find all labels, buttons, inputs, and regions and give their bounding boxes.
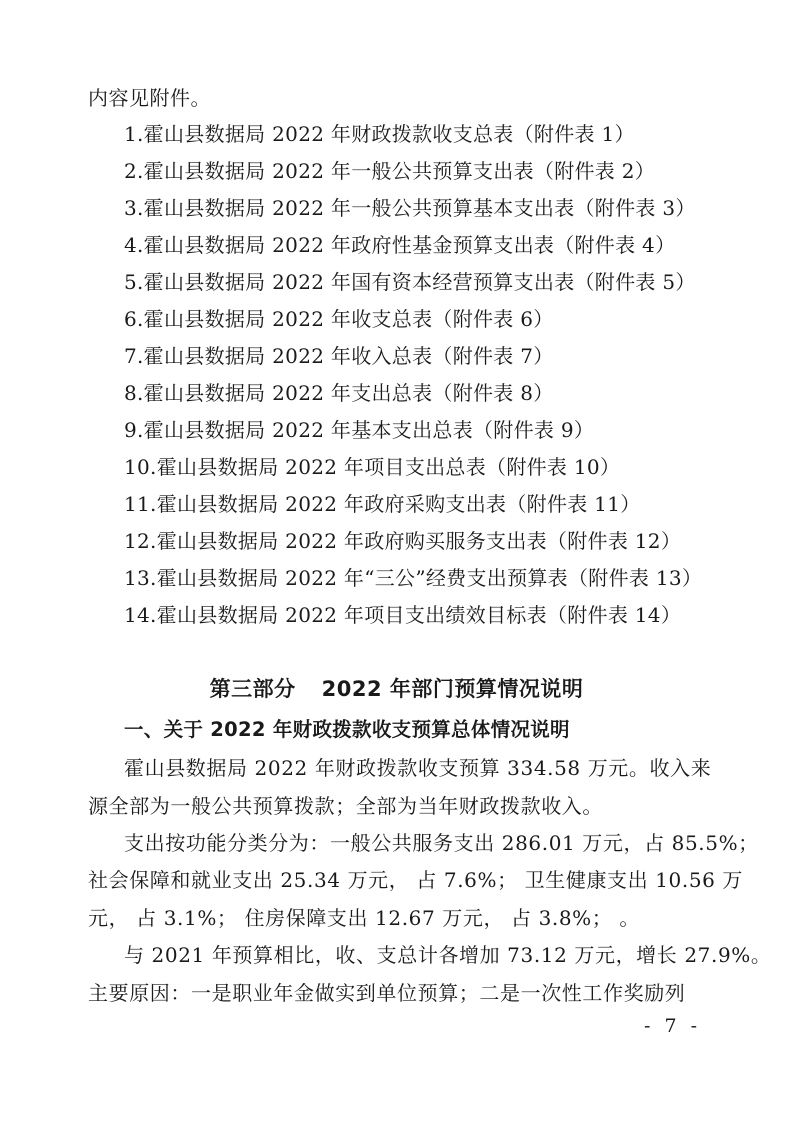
page-number: - 7 - — [643, 1015, 701, 1037]
list-item: 4.霍山县数据局 2022 年政府性基金预算支出表（附件表 4） — [124, 233, 676, 257]
list-item: 11.霍山县数据局 2022 年政府采购支出表（附件表 11） — [124, 492, 641, 516]
list-item: 6.霍山县数据局 2022 年收支总表（附件表 6） — [124, 307, 554, 331]
list-item: 8.霍山县数据局 2022 年支出总表（附件表 8） — [124, 381, 554, 405]
paragraph-line: 霍山县数据局 2022 年财政拨款收支预算 334.58 万元。收入来 — [124, 756, 712, 780]
list-item: 9.霍山县数据局 2022 年基本支出总表（附件表 9） — [124, 418, 595, 442]
list-item: 5.霍山县数据局 2022 年国有资本经营预算支出表（附件表 5） — [124, 270, 696, 294]
section-title-text: 2022 年部门预算情况说明 — [321, 677, 584, 701]
list-item: 10.霍山县数据局 2022 年项目支出总表（附件表 10） — [124, 455, 621, 479]
paragraph-line: 支出按功能分类分为：一般公共服务支出 286.01 万元，占 85.5%； — [124, 831, 759, 855]
list-item: 14.霍山县数据局 2022 年项目支出绩效目标表（附件表 14） — [124, 603, 682, 627]
list-item: 1.霍山县数据局 2022 年财政拨款收支总表（附件表 1） — [124, 122, 635, 146]
subheading: 一、关于 2022 年财政拨款收支预算总体情况说明 — [124, 718, 570, 741]
paragraph-line: 社会保障和就业支出 25.34 万元， 占 7.6%； 卫生健康支出 10.56 万 — [88, 868, 744, 892]
section-title — [0, 675, 793, 703]
paragraph-line: 源全部为一般公共预算拨款；全部为当年财政拨款收入。 — [88, 794, 603, 818]
list-item: 7.霍山县数据局 2022 年收入总表（附件表 7） — [124, 344, 554, 368]
section-part-label: 第三部分 — [209, 677, 296, 701]
list-item: 13.霍山县数据局 2022 年“三公”经费支出预算表（附件表 13） — [124, 566, 703, 590]
list-item: 2.霍山县数据局 2022 年一般公共预算支出表（附件表 2） — [124, 159, 656, 183]
list-item: 12.霍山县数据局 2022 年政府购买服务支出表（附件表 12） — [124, 529, 682, 553]
paragraph-line: 元， 占 3.1%； 住房保障支出 12.67 万元， 占 3.8%； 。 — [88, 906, 640, 930]
paragraph-line: 与 2021 年预算相比，收、支总计各增加 73.12 万元，增长 27.9%。 — [124, 943, 772, 967]
list-item: 3.霍山县数据局 2022 年一般公共预算基本支出表（附件表 3） — [124, 196, 696, 220]
intro-text: 内容见附件。 — [88, 86, 211, 110]
paragraph-line: 主要原因：一是职业年金做实到单位预算；二是一次性工作奖励列 — [88, 981, 686, 1005]
